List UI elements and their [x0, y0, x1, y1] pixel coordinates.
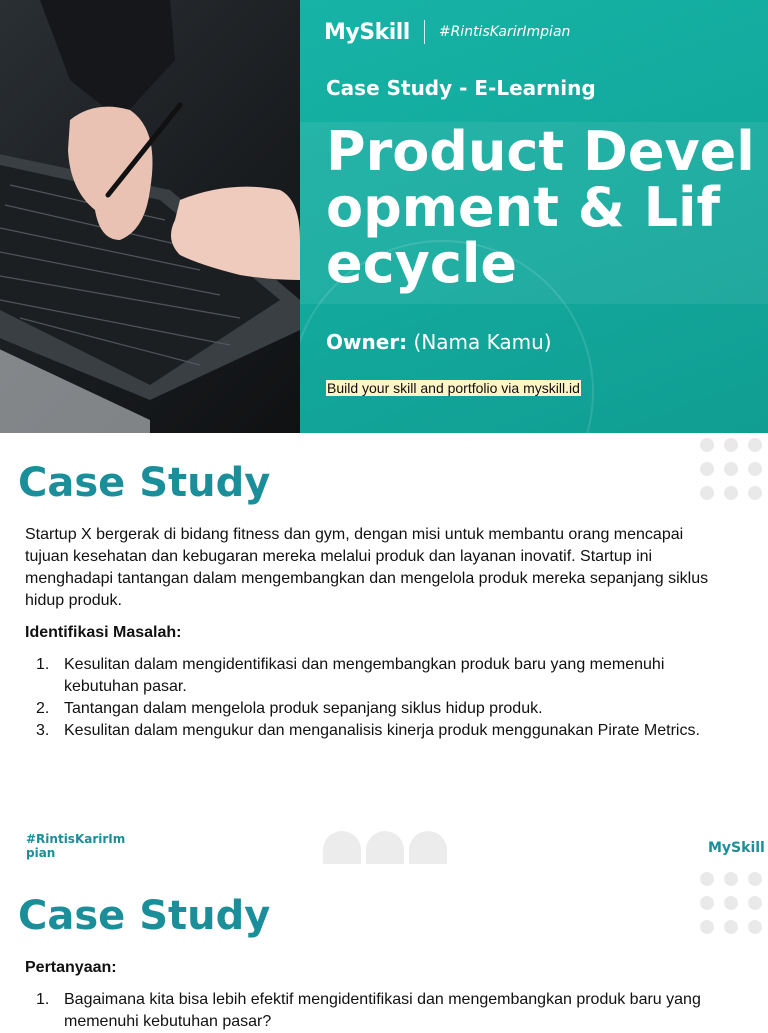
list-item-number: 3.: [36, 722, 50, 739]
brand-hashtag: #RintisKarirImpian: [438, 24, 571, 40]
case-study-body: [25, 524, 725, 742]
cover-photo: [0, 0, 300, 433]
owner-line: [326, 330, 552, 354]
decorative-tabs: [323, 831, 447, 864]
cover-slide: [0, 0, 768, 433]
list-item-text: Bagaimana kita bisa lebih efektif mengidentifikasi dan mengembangkan produk baru yang memenuhi kebutuhan pasar?: [64, 991, 701, 1030]
laptop-illustration: [0, 0, 300, 433]
list-item-text: Kesulitan dalam mengidentifikasi dan mengembangkan produk baru yang memenuhi kebutuhan pasar.: [64, 656, 665, 695]
list-item-number: 1.: [36, 656, 50, 673]
list-item-text: Tantangan dalam mengelola produk sepanjang siklus hidup produk.: [64, 700, 543, 717]
owner-value: (Nama Kamu): [413, 330, 552, 354]
list-item: [25, 989, 725, 1033]
myskill-logo: MySkill: [324, 19, 410, 45]
owner-label: Owner:: [326, 330, 408, 354]
list-item: [25, 698, 725, 720]
question-list: [25, 989, 725, 1033]
problem-list: [25, 654, 725, 742]
list-item: [25, 654, 725, 698]
cover-title: Product Development & Lifecycle: [326, 120, 755, 295]
footer-hashtag: #RintisKarirImpian: [26, 832, 126, 860]
case-study-heading: Case Study: [18, 460, 271, 506]
intro-paragraph: Startup X bergerak di bidang fitness dan gym, dengan misi untuk membantu orang mencapai tujuan kesehatan dan kebugaran mereka melalui produk dan layanan inovatif. Startup ini menghadapi tantangan dalam mengembangkan dan mengelola produk mereka sepanjang siklus hidup produk.: [25, 526, 709, 609]
decorative-dots: [700, 438, 762, 500]
question-label: Pertanyaan:: [25, 959, 117, 976]
brand-header: [324, 16, 570, 48]
problem-label: Identifikasi Masalah:: [25, 624, 182, 641]
cover-tagline: Build your skill and portfolio via myskill.id: [327, 380, 580, 396]
footer-myskill-logo: MySkill: [708, 840, 765, 856]
case-study-heading-2: Case Study: [18, 893, 271, 939]
question-body: [25, 957, 725, 1033]
cover-subtitle: Case Study - E-Learning: [326, 76, 596, 100]
list-item: [25, 720, 725, 742]
list-item-number: 2.: [36, 700, 50, 717]
decorative-dots-2: [700, 872, 762, 934]
list-item-number: 1.: [36, 991, 50, 1008]
list-item-text: Kesulitan dalam mengukur dan menganalisis kinerja produk menggunakan Pirate Metrics.: [64, 722, 700, 739]
brand-divider: [424, 20, 425, 44]
